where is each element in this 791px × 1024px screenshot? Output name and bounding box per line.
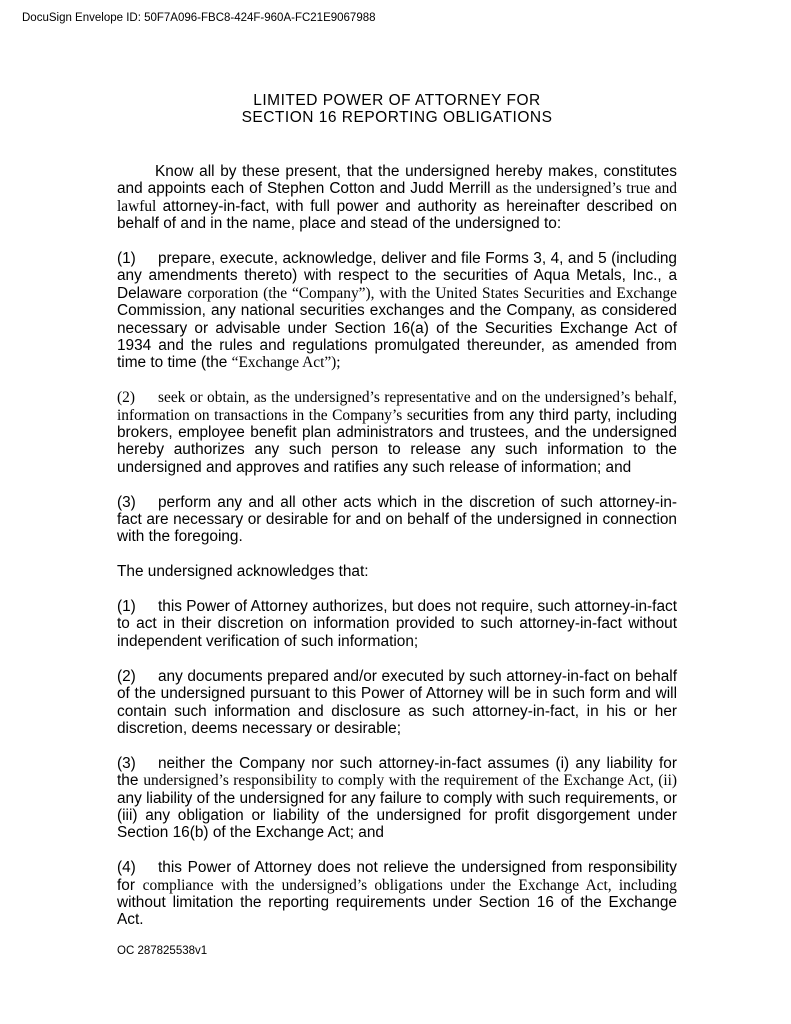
ack-item-1-number: (1) [117, 598, 136, 616]
grant-item-1-text [117, 250, 677, 371]
grant-item-2 [117, 389, 677, 476]
ack-item-3-number: (3) [117, 754, 136, 772]
grant-item-3-number: (3) [117, 493, 136, 511]
ack-item-1 [117, 598, 677, 650]
grant-item-2-text [117, 389, 677, 476]
grant-item-3 [117, 494, 677, 546]
document-content [117, 92, 677, 946]
ack-item-2-text [117, 668, 677, 737]
text-run: any liability of the undersigned for any failure to comply with such requirements, or (iii) any obligation or liability of the undersigned for profit disgorgement under Section 16(b) of the Exchange Act; and [117, 789, 677, 842]
text-run: prepare, execute, acknowledge, deliver and file Forms 3, 4, and 5 (including any amendments thereto) with respect to the securities of Aqua Metals, Inc., a Delaware [117, 250, 677, 302]
text-run: Commission, any national securities exchanges and the Company, as considered necessary or advisable under Section 16(a) of the Securities Exchange Act of 1934 and the rules and regulations promulgated thereunder, as amended from time to time (the [117, 302, 677, 372]
ack-item-4-text [117, 859, 677, 928]
document-title [117, 92, 677, 126]
text-run: perform any and all other acts which in the discretion of such attorney-in-fact are necessary or desirable for and on behalf of the undersigned in connection with the foregoing. [117, 493, 677, 546]
ack-item-2 [117, 668, 677, 738]
title-line-1: LIMITED POWER OF ATTORNEY FOR [253, 92, 541, 109]
ack-item-4-number: (4) [117, 859, 136, 877]
grant-item-3-text [117, 494, 677, 546]
document-control-number: OC 287825538v1 [117, 945, 208, 957]
grant-item-1-number: (1) [117, 250, 136, 268]
text-run: attorney-in-fact, with full power and authority as hereinafter described on behalf of and in the name, place and stead of the undersigned to: [117, 197, 677, 233]
text-run: curities from any third party, including brokers, employee benefit plan administrators and trustees, and the undersigned hereby authorizes any such person to release any such information to the undersigned and approves and ratifies any such release of information; and [117, 406, 678, 476]
text-run: undersigned’s responsibility to comply with the requirement of the Exchange Act, (ii) [143, 772, 677, 790]
intro-paragraph [117, 163, 677, 233]
text-run: neither the Company nor such attorney-in-fact assumes (i) any liability for the [117, 754, 677, 790]
text-run: any documents prepared and/or executed by such attorney-in-fact on behalf of the undersigned pursuant to this Power of Attorney will be in such form and will contain such information and disclosure as such attorney-in-fact, in his or her discretion, deems necessary or desirable; [117, 667, 677, 737]
text-run: seek or obtain, as the undersigned’s representative and on the undersigned’s behalf, information on transactions in the Company’s se [117, 389, 677, 424]
ack-item-3-text [117, 755, 677, 842]
title-line-2: SECTION 16 REPORTING OBLIGATIONS [241, 109, 553, 126]
ack-item-4 [117, 859, 677, 929]
grant-item-1 [117, 250, 677, 372]
text-run: as the undersigned’s true and lawful [117, 180, 678, 215]
text-run: Know all by these present, that the undersigned hereby makes, constitutes and appoints each of Stephen Cotton and Judd Merrill [117, 163, 677, 198]
ack-item-2-number: (2) [117, 667, 136, 685]
docusign-envelope-id: DocuSign Envelope ID: 50F7A096-FBC8-424F-960A-FC21E9067988 [22, 12, 376, 24]
text-run: “Exchange Act”); [231, 354, 341, 372]
acknowledgement-lead: The undersigned acknowledges that: [117, 563, 369, 581]
text-run: without limitation the reporting requirements under Section 16 of the Exchange Act. [117, 893, 677, 929]
grant-item-2-number: (2) [117, 389, 135, 407]
text-run: corporation (the “Company”), with the United States Securities and Exchange [187, 284, 677, 302]
text-run: this Power of Attorney does not relieve the undersigned from responsibility for [117, 859, 677, 894]
text-run: compliance with the undersigned’s obligations under the Exchange Act, including [142, 876, 677, 894]
ack-item-3 [117, 755, 677, 842]
text-run: this Power of Attorney authorizes, but does not require, such attorney-in-fact to act in their discretion on information provided to such attorney-in-fact without independent verification of such information; [117, 598, 677, 650]
ack-item-1-text [117, 598, 677, 650]
